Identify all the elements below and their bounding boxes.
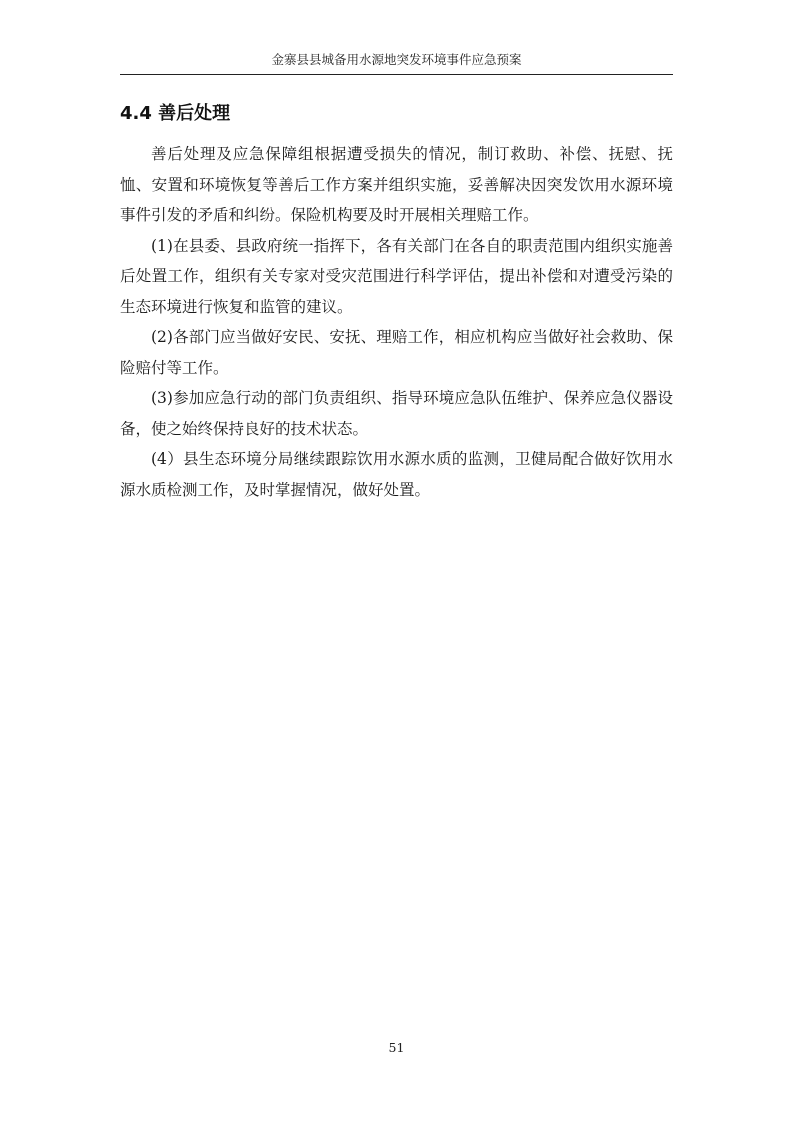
- section-heading: 4.4 善后处理: [120, 103, 231, 124]
- section-body: [120, 139, 673, 505]
- header-divider: [120, 74, 673, 75]
- body-paragraph-item-4: (4）县生态环境分局继续跟踪饮用水源水质的监测，卫健局配合做好饮用水源水质检测工作，及时掌握情况，做好处置。: [120, 450, 673, 499]
- body-paragraph-item-3: (3)参加应急行动的部门负责组织、指导环境应急队伍维护、保养应急仪器设备，使之始终保持良好的技术状态。: [120, 389, 673, 438]
- body-paragraph-item-1: (1)在县委、县政府统一指挥下，各有关部门在各自的职责范围内组织实施善后处置工作，组织有关专家对受灾范围进行科学评估，提出补偿和对遭受污染的生态环境进行恢复和监管的建议。: [120, 236, 673, 316]
- body-paragraph-intro: 善后处理及应急保障组根据遭受损失的情况，制订救助、补偿、抚慰、抚恤、安置和环境恢复等善后工作方案并组织实施，妥善解决因突发饮用水源环境事件引发的矛盾和纠纷。保险机构要及时开展相关理赔工作。: [120, 145, 673, 224]
- document-header-title: 金寨县县城备用水源地突发环境事件应急预案: [271, 52, 522, 67]
- page-number: 51: [388, 1040, 405, 1055]
- body-paragraph-item-2: (2)各部门应当做好安民、安抚、理赔工作，相应机构应当做好社会救助、保险赔付等工作。: [120, 328, 673, 377]
